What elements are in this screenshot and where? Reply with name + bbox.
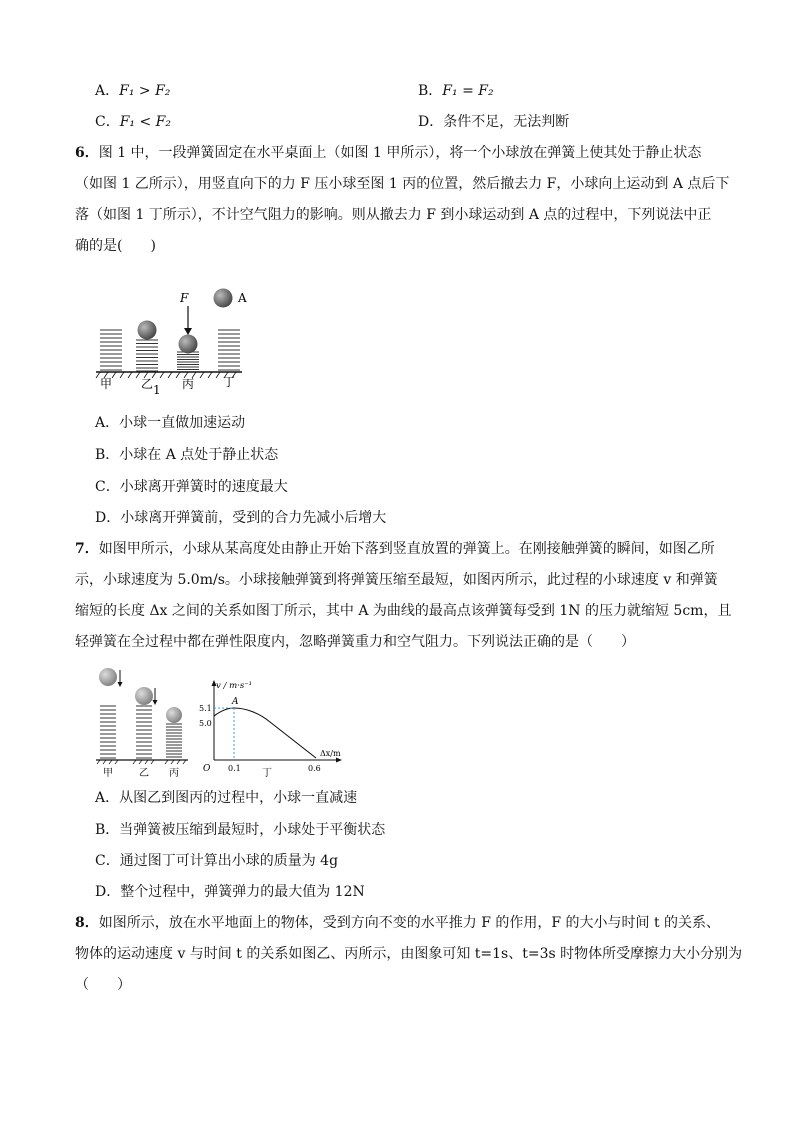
option-label: C． — [95, 853, 120, 869]
q6-option-a — [95, 413, 245, 433]
panel-label-ding: 丁 — [223, 375, 236, 389]
panel-label-jia: 甲 — [100, 377, 113, 391]
option-label: A． — [95, 790, 120, 806]
ball-bing — [179, 335, 198, 354]
q5-option-d — [418, 112, 569, 132]
arrow-yi-head — [153, 700, 158, 705]
question-number: 6． — [75, 145, 99, 161]
x-tick-0-6: 0.6 — [308, 764, 321, 773]
option-label: B． — [418, 83, 443, 99]
spring-jia — [100, 706, 116, 758]
option-label: B． — [95, 447, 120, 463]
q7-stem-line-3: 缩短的长度 Δx 之间的关系如图丁所示，其中 A 为曲线的最高点该弹簧每受到 1N 的压力就缩短 5cm，且 — [75, 603, 732, 619]
q8-stem-line-1 — [75, 913, 720, 933]
q6-spring-figure — [92, 284, 262, 396]
y-tick-5-0: 5.0 — [199, 719, 212, 728]
ground-hatch — [96, 372, 236, 378]
spring-ding — [218, 330, 240, 370]
x-tick-0-1: 0.1 — [228, 764, 241, 773]
arrow-jia-head — [118, 682, 123, 687]
q6-stem-line-1 — [75, 143, 701, 163]
option-text: F₁ > F₂ — [119, 83, 171, 99]
q7-stem-line-1 — [75, 539, 715, 559]
option-text: F₁ = F₂ — [442, 83, 494, 99]
stem-text: 如图所示，放在水平地面上的物体，受到方向不变的水平推力 F 的作用，F 的大小与时间 t 的关系、 — [98, 915, 721, 931]
q8-stem-line-3: （ ） — [75, 977, 131, 993]
q7-stem-line-2: 示，小球速度为 5.0m/s。小球接触弹簧到将弹簧压缩至最短，如图丙所示，此过程的小球速度 v 和弹簧 — [75, 572, 718, 588]
q6-stem-line-4: 确的是( ) — [75, 238, 156, 254]
x-axis-arrow — [336, 758, 342, 763]
origin-label: O — [203, 764, 211, 774]
q5-option-a — [95, 81, 170, 101]
stem-text: 如图甲所示，小球从某高度处由静止开始下落到竖直放置的弹簧上。在刚接触弹簧的瞬间，如图乙所 — [98, 541, 715, 557]
chart-label-ding: 丁 — [262, 768, 272, 779]
option-label: A． — [95, 83, 120, 99]
ball-yi — [138, 321, 157, 340]
q8-stem-line-2: 物体的运动速度 v 与时间 t 的关系如图乙、丙所示，由图象可知 t=1s、t=3s 时物体所受摩擦力大小分别为 — [75, 946, 743, 962]
panel-label-bing: 丙 — [182, 377, 195, 391]
q7-option-d — [95, 882, 365, 902]
force-label: F — [180, 291, 189, 305]
q6-option-c — [95, 477, 288, 497]
velocity-curve — [214, 708, 316, 758]
option-label: D． — [95, 510, 121, 526]
option-text: 小球在 A 点处于静止状态 — [119, 447, 279, 463]
option-text: 整个过程中，弹簧弹力的最大值为 12N — [120, 884, 365, 900]
y-axis-label: v / m·s⁻¹ — [216, 681, 253, 691]
q6-option-b — [95, 445, 278, 465]
q6-option-d — [95, 508, 386, 528]
option-text: 条件不足，无法判断 — [443, 114, 570, 130]
spring-yi — [136, 706, 152, 758]
spring-bing — [177, 352, 199, 370]
option-label: C． — [95, 479, 120, 495]
y-tick-5-1: 5.1 — [199, 704, 212, 713]
q7-velocity-graph — [196, 676, 346, 780]
ball-ding — [214, 289, 233, 308]
q5-option-c — [95, 112, 171, 132]
ball-jia — [99, 668, 117, 686]
spring-yi — [136, 340, 158, 371]
q6-stem-line-2: （如图 1 乙所示），用竖直向下的力 F 压小球至图 1 丙的位置，然后撤去力 F，小球向上运动到 A 点后下 — [75, 176, 730, 192]
option-text: 从图乙到图丙的过程中，小球一直减速 — [119, 790, 358, 806]
question-number: 8． — [75, 915, 99, 931]
q7-spring-figure — [92, 662, 192, 780]
q7-stem-line-4: 轻弹簧在全过程中都在弹性限度内，忽略弹簧重力和空气阻力。下列说法正确的是（ ） — [75, 634, 635, 650]
panel-label-bing: 丙 — [169, 768, 179, 779]
point-a-label: A — [238, 291, 247, 305]
panel-label-yi: 乙 — [139, 768, 149, 779]
figure-number: 1 — [153, 383, 161, 396]
spring-bing — [166, 724, 182, 757]
ball-yi — [135, 687, 153, 705]
force-arrow-head — [184, 328, 192, 335]
option-text: 小球离开弹簧前，受到的合力先减小后增大 — [120, 510, 387, 526]
q7-option-b — [95, 820, 385, 840]
x-axis-label: Δx/m — [320, 749, 341, 758]
option-text: 小球离开弹簧时的速度最大 — [119, 479, 288, 495]
q6-stem-line-3: 落（如图 1 丁所示），不计空气阻力的影响。则从撤去力 F 到小球运动到 A 点的过程中，下列说法中正 — [75, 207, 712, 223]
q5-option-b — [418, 81, 494, 101]
option-text: 当弹簧被压缩到最短时，小球处于平衡状态 — [119, 822, 386, 838]
panel-label-jia: 甲 — [103, 768, 113, 779]
option-label: D． — [95, 884, 121, 900]
peak-label: A — [232, 697, 239, 707]
option-label: C． — [95, 114, 120, 130]
spring-jia — [100, 330, 122, 370]
option-text: F₁ < F₂ — [119, 114, 172, 130]
stem-text: 图 1 中，一段弹簧固定在水平桌面上（如图 1 甲所示），将一个小球放在弹簧上使其处于静止状态 — [98, 145, 702, 161]
ball-bing — [166, 707, 182, 723]
panel-label-yi: 乙 — [141, 377, 154, 391]
q7-option-c — [95, 851, 338, 871]
option-label: B． — [95, 822, 120, 838]
question-number: 7． — [75, 541, 99, 557]
option-text: 小球一直做加速运动 — [119, 415, 246, 431]
option-text: 通过图丁可计算出小球的质量为 4g — [119, 853, 339, 869]
option-label: A． — [95, 415, 120, 431]
option-label: D． — [418, 114, 444, 130]
q7-option-a — [95, 788, 357, 808]
